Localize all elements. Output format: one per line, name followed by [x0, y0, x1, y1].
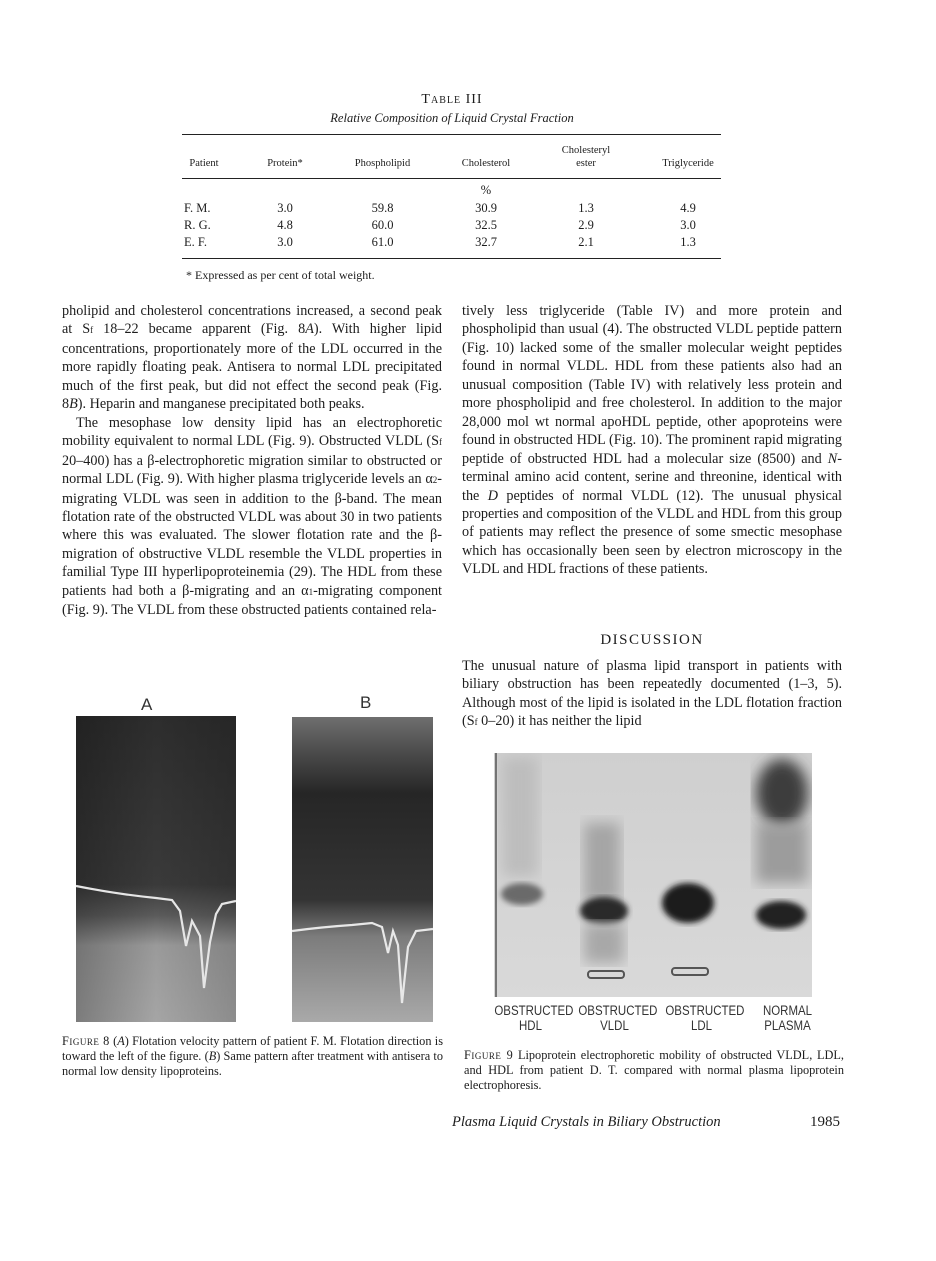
- table-header-protein: Protein*: [267, 158, 303, 169]
- table-cell-protein: 3.0: [277, 235, 293, 249]
- figure9-lane-label-obstructed-vldl: OBSTRUCTED VLDL: [578, 1003, 658, 1033]
- table-header-patient: Patient: [189, 158, 219, 169]
- paragraph: The mesophase low density lipid has an electrophoretic mobility equivalent to normal LDL (Fig. 9). Obstructed VLDL (Sf 20–400) has a β-electrophoretic migration similar to obstructed or normal LDL (Fig. 9). With higher plasma triglyceride levels an α2-migrating VLDL was seen in addition to the β-band. The mean flotation rate of the obstructed VLDL was about 30 in two patients where this was evaluated. The slower flotation rate and the β-migration of obstructive VLDL resemble the VLDL properties in familial Type III hyperlipoproteinemia (29). The HDL from these patients had both a β-migrating and an α1-migrating component (Fig. 9). The VLDL from these obstructed patients contained rela-: [62, 414, 442, 619]
- table-cell-triglyceride: 4.9: [680, 201, 696, 215]
- paragraph: pholipid and cholesterol concentrations increased, a second peak at Sf 18–22 became apparent (Fig. 8A). With higher lipid concentrations, proportionately more of the LDL occurred in the more rapidly floating peak. Antisera to normal LDL precipitated much of the first peak, but did not effect the second peak (Fig. 8B). Heparin and manganese precipitated both peaks.: [62, 303, 442, 413]
- figure8-caption: Figure 8 (A) Flotation velocity pattern of patient F. M. Flotation direction is toward the left of the figure. (B) Same pattern after treatment with antisera to normal low density lipoproteins.: [62, 1034, 443, 1078]
- table-header-ester: ester: [576, 158, 596, 169]
- table-cell-cholesterol: 32.5: [475, 218, 497, 232]
- table-cell-protein: 3.0: [277, 201, 293, 215]
- right-column: [462, 302, 842, 579]
- table-cell-ester: 2.9: [578, 218, 594, 232]
- table-header-rule: [182, 178, 721, 179]
- table-cell-triglyceride: 1.3: [680, 235, 696, 249]
- paragraph: tively less triglyceride (Table IV) and more protein and phospholipid than usual (4). The obstructed VLDL peptide pattern (Fig. 10) lacked some of the smaller molecular weight peptides found in normal VLDL. HDL from these patients also had an unusual composition (Table IV) with relatively less protein and more phospholipid and free cholesterol. In addition to the major 28,000 mol wt normal apoHDL peptide, other apoproteins were found in obstructed HDL (Fig. 10). The prominent rapid migrating peptide of obstructed HDL had a molecular size (8500) and N-terminal amino acid content, serine and threonine, identical with the D peptides of normal VLDL (12). The unusual physical properties and composition of the VLDL and HDL from this group of patients may reflect the presence of some smectic mesophase which has occasionally been seen by electron microscopy in the VLDL and HDL fractions of these patients.: [462, 303, 842, 578]
- figure8-panel-a-image: [76, 716, 236, 1022]
- figure9-caption: Figure 9 Lipoprotein electrophoretic mobility of obstructed VLDL, LDL, and HDL from patient D. T. compared with normal plasma lipoprotein electrophoresis.: [464, 1048, 844, 1092]
- page-number: 1985: [810, 1114, 840, 1130]
- table-cell-patient: E. F.: [184, 235, 207, 249]
- right-column-discussion: [462, 657, 842, 732]
- table-cell-phospholipid: 60.0: [371, 218, 394, 232]
- table-cell-ester: 2.1: [578, 235, 594, 249]
- figure9-lane-label-normal-plasma: NORMAL PLASMA: [762, 1003, 813, 1033]
- table-cell-ester: 1.3: [578, 201, 594, 215]
- table-bottom-rule: [182, 258, 721, 259]
- table-cell-cholesterol: 30.9: [475, 201, 497, 215]
- table-header-phospholipid: Phospholipid: [354, 158, 411, 169]
- table-subtitle: Relative Composition of Liquid Crystal Fraction: [330, 111, 574, 125]
- table-cell-cholesterol: 32.7: [475, 235, 497, 249]
- figure9-electrophoresis-image: [494, 753, 812, 997]
- running-head: Plasma Liquid Crystals in Biliary Obstruction: [452, 1114, 721, 1130]
- figure8-label-b: B: [360, 693, 372, 712]
- paragraph: The unusual nature of plasma lipid transport in patients with biliary obstruction has been repeatedly documented (1–3, 5). Although most of the lipid is isolated in the LDL flotation fraction (Sf 0–20) it has neither the lipid: [462, 658, 842, 730]
- figure8-panel-b-image: [292, 717, 433, 1022]
- figure8-label-a: A: [141, 695, 153, 714]
- table-cell-patient: F. M.: [184, 201, 211, 215]
- table-cell-patient: R. G.: [184, 218, 211, 232]
- table-header-triglyceride: Triglyceride: [662, 158, 714, 169]
- table-unit: %: [480, 183, 492, 197]
- table-top-rule: [182, 134, 721, 135]
- table-cell-phospholipid: 61.0: [371, 235, 394, 249]
- left-column: [62, 302, 442, 620]
- table-header-cholesteryl: Cholesteryl: [561, 145, 611, 156]
- section-heading: DISCUSSION: [600, 632, 704, 648]
- table-cell-protein: 4.8: [277, 218, 293, 232]
- table-header-cholesterol: Cholesterol: [461, 158, 511, 169]
- table-footnote: * Expressed as per cent of total weight.: [186, 268, 375, 282]
- table-cell-phospholipid: 59.8: [371, 201, 394, 215]
- table-title: Table III: [421, 92, 483, 107]
- figure9-lane-label-obstructed-hdl: OBSTRUCTED HDL: [494, 1003, 574, 1033]
- table-cell-triglyceride: 3.0: [680, 218, 696, 232]
- table-header-cholesteryl-ester: [548, 144, 624, 170]
- figure9-lane-label-obstructed-ldl: OBSTRUCTED LDL: [665, 1003, 745, 1033]
